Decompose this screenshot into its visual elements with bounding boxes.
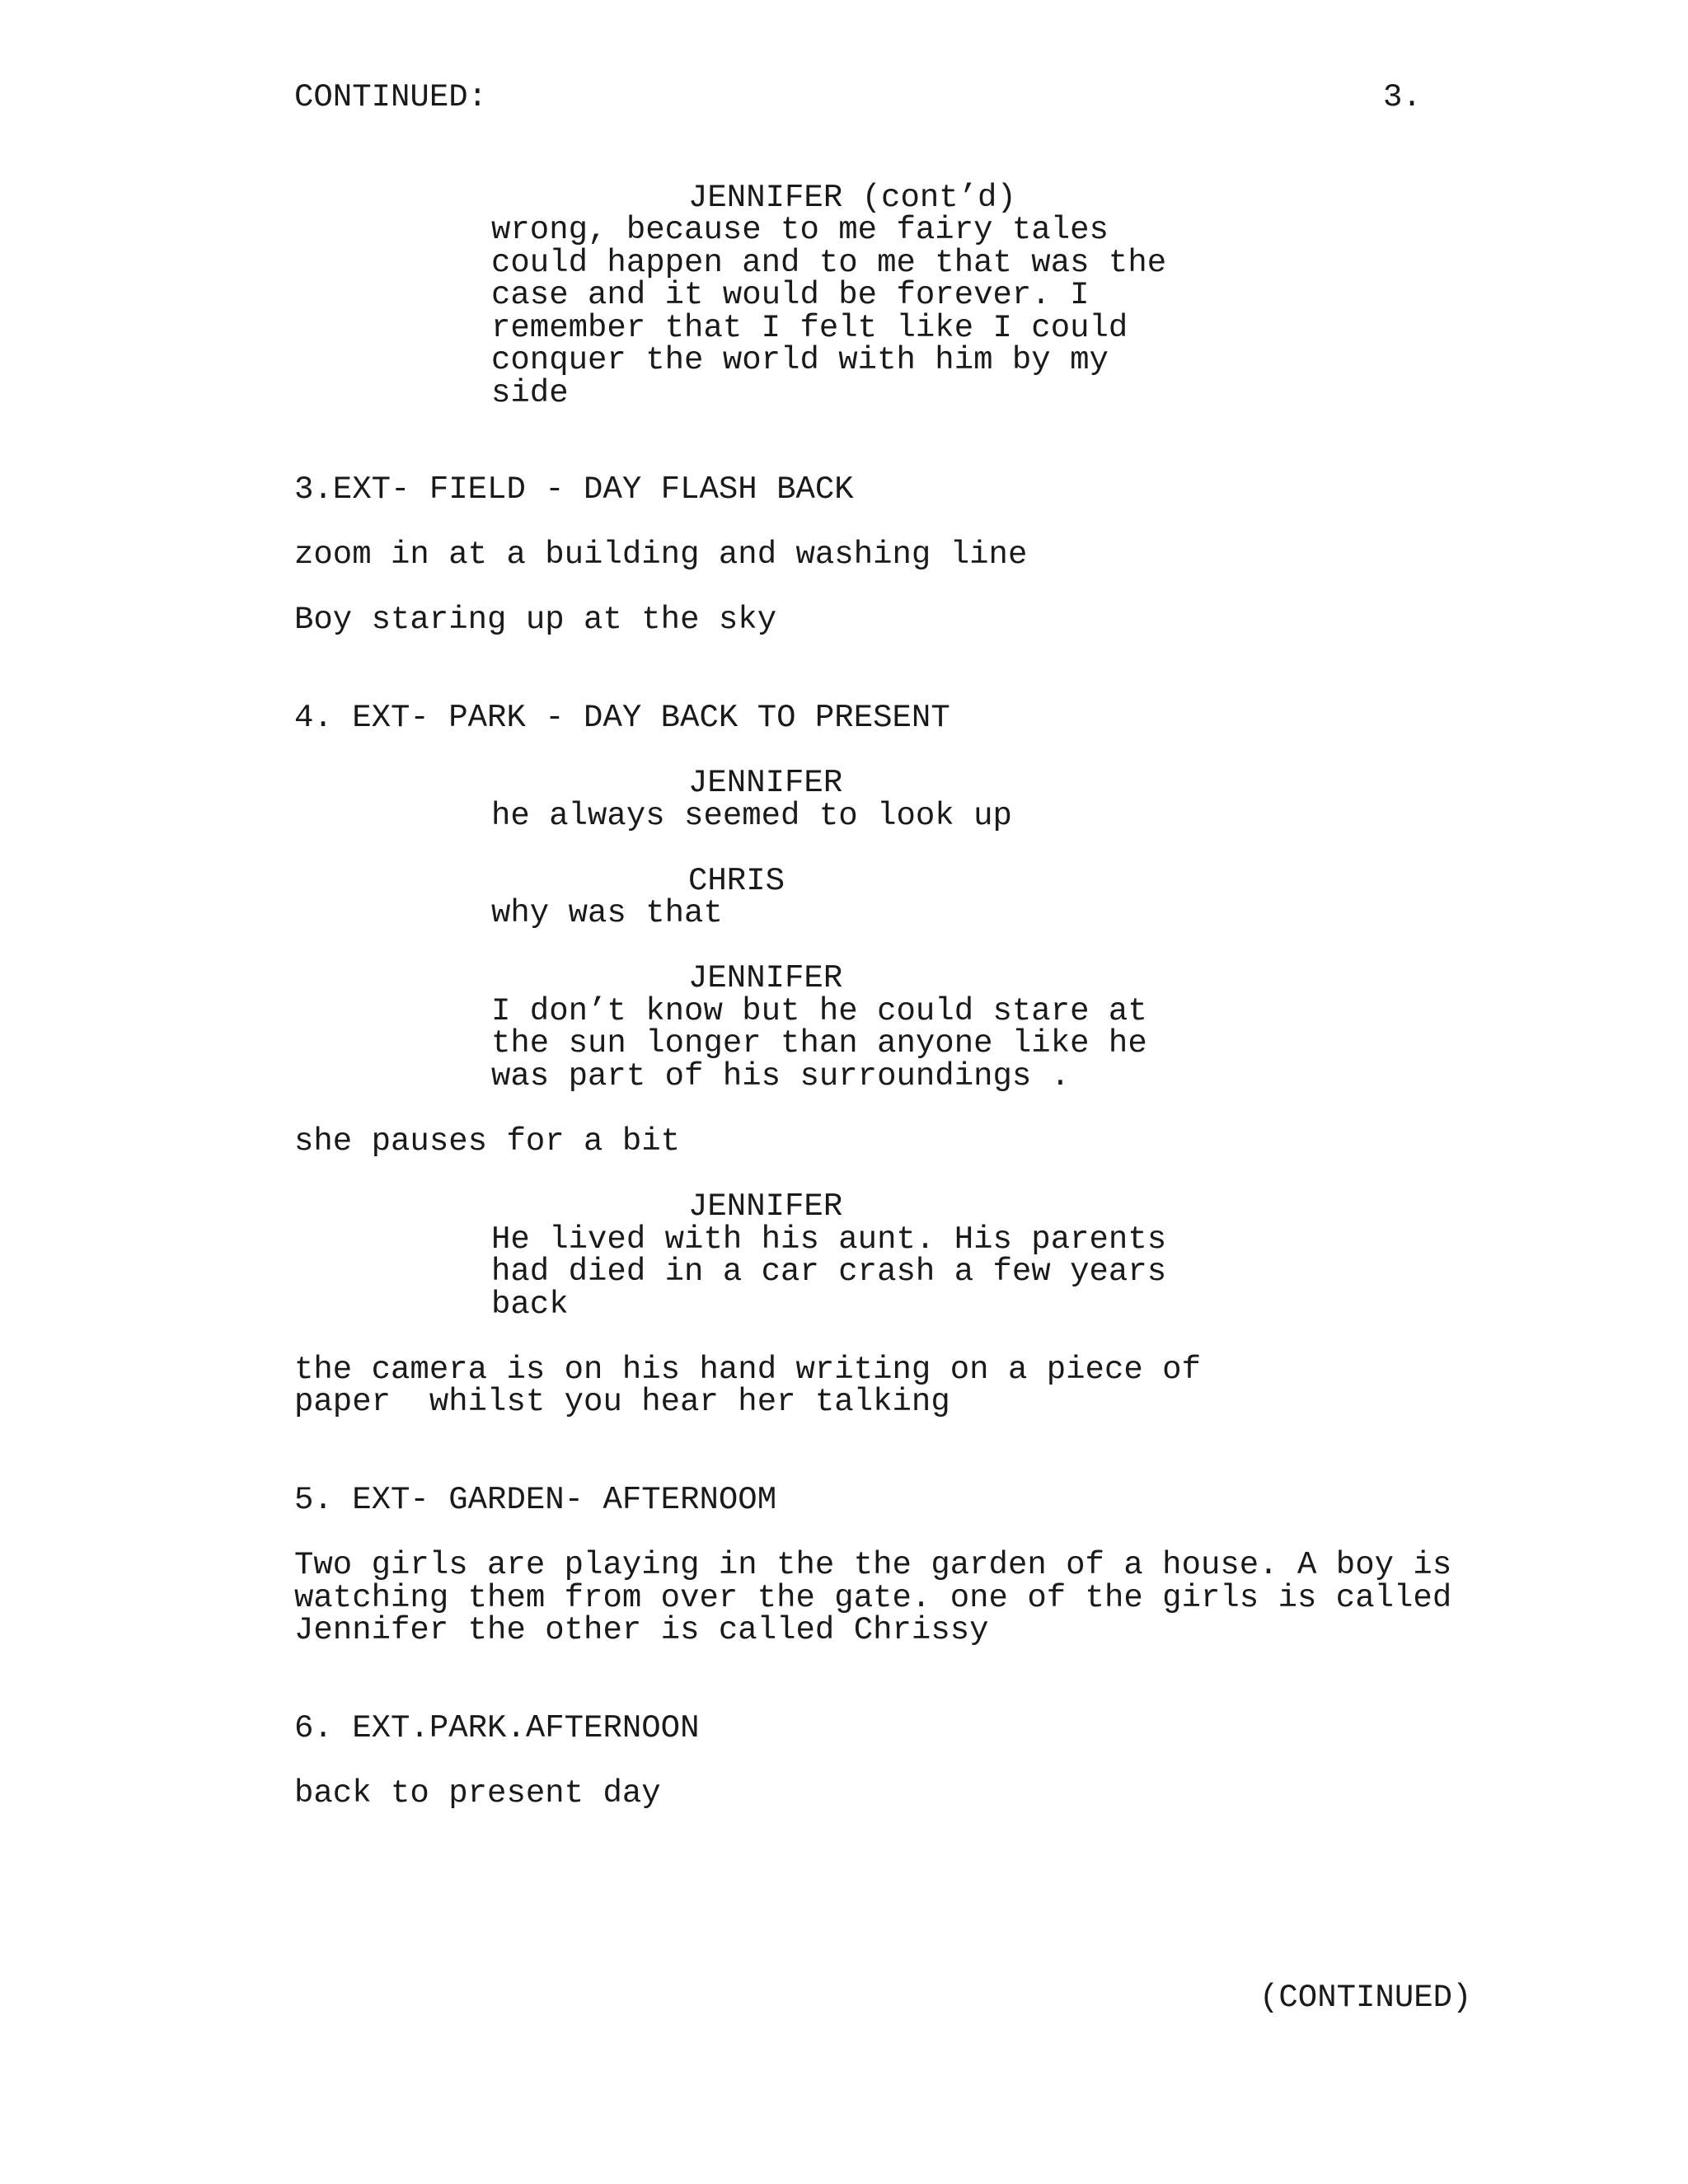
- action-line: Two girls are playing in the the garden of a house. A boy is: [294, 1547, 1452, 1583]
- action-line: 6. EXT.PARK.AFTERNOON: [294, 1710, 700, 1746]
- action-line: she pauses for a bit: [294, 1123, 681, 1160]
- dialogue-line: conquer the world with him by my: [491, 342, 1109, 378]
- dialogue-line: wrong, because to me fairy tales: [491, 212, 1109, 248]
- dialogue-line: was part of his surroundings .: [491, 1058, 1071, 1094]
- page-number: 3.: [1383, 79, 1422, 115]
- dialogue-line: back: [491, 1286, 569, 1323]
- dialogue-line: side: [491, 375, 569, 411]
- dialogue-line: had died in a car crash a few years: [491, 1254, 1167, 1290]
- action-line: zoom in at a building and washing line: [294, 537, 1028, 573]
- dialogue-line: case and it would be forever. I: [491, 277, 1090, 313]
- dialogue-line: remember that I felt like I could: [491, 310, 1128, 346]
- character-cue: JENNIFER (cont’d): [688, 180, 1016, 216]
- dialogue-line: he always seemed to look up: [491, 798, 1012, 834]
- action-line: paper whilst you hear her talking: [294, 1384, 950, 1420]
- character-cue: JENNIFER: [688, 765, 843, 801]
- dialogue-line: why was that: [491, 895, 723, 931]
- action-line: watching them from over the gate. one of the girls is called: [294, 1580, 1452, 1616]
- character-cue: CHRIS: [688, 863, 785, 899]
- action-line: Boy staring up at the sky: [294, 602, 777, 638]
- action-line: the camera is on his hand writing on a piece of: [294, 1352, 1201, 1388]
- action-line: Jennifer the other is called Chrissy: [294, 1612, 989, 1648]
- action-line: 4. EXT- PARK - DAY BACK TO PRESENT: [294, 700, 950, 736]
- character-cue: JENNIFER: [688, 960, 843, 996]
- dialogue-line: He lived with his aunt. His parents: [491, 1221, 1167, 1258]
- dialogue-line: could happen and to me that was the: [491, 245, 1167, 281]
- continued-header: CONTINUED:: [294, 79, 488, 115]
- action-line: back to present day: [294, 1775, 661, 1811]
- action-line: 3.EXT- FIELD - DAY FLASH BACK: [294, 471, 854, 508]
- continued-footer: (CONTINUED): [1259, 1980, 1472, 2016]
- dialogue-line: I don’t know but he could stare at: [491, 993, 1147, 1029]
- dialogue-line: the sun longer than anyone like he: [491, 1025, 1147, 1062]
- action-line: 5. EXT- GARDEN- AFTERNOOM: [294, 1482, 777, 1518]
- character-cue: JENNIFER: [688, 1188, 843, 1225]
